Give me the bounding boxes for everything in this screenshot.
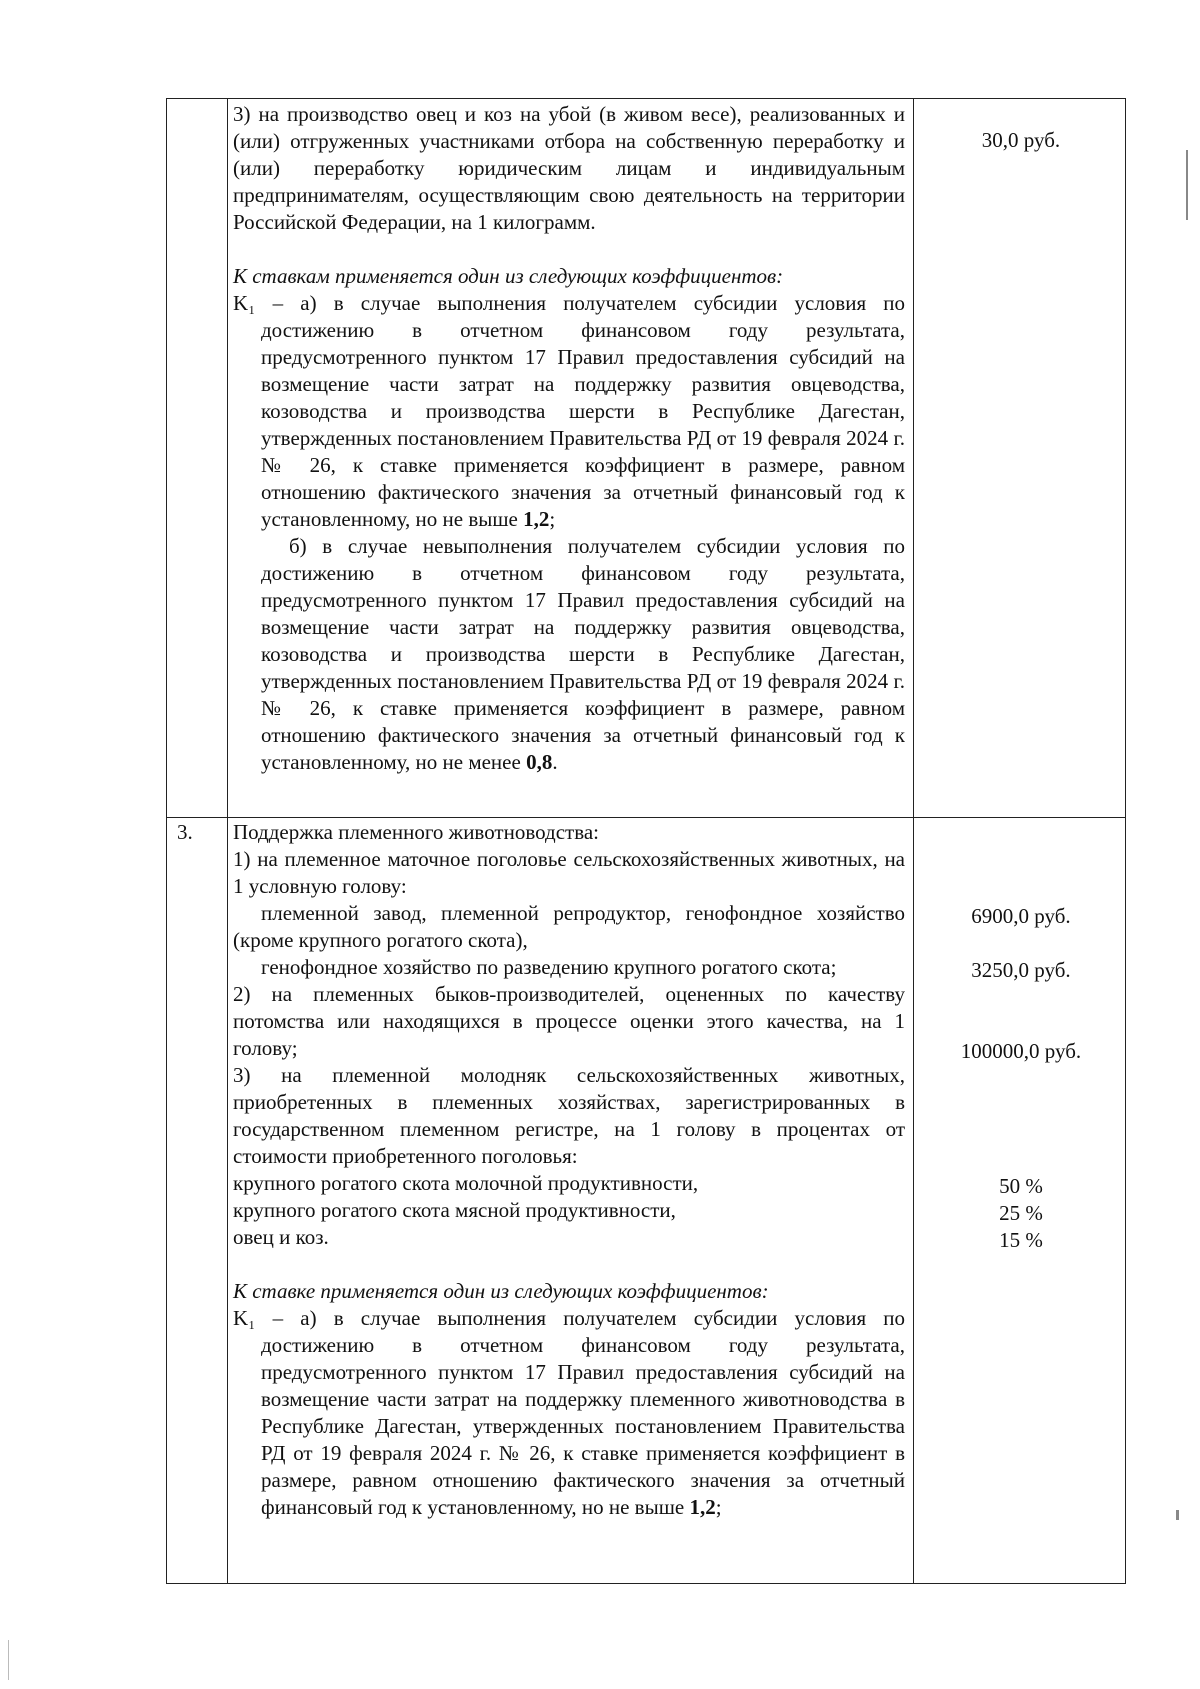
row2-item1b: генофондное хозяйство по разведению крупного рогатого скота; xyxy=(261,955,837,979)
row1-item3-text: 3) на производство овец и коз на убой (в живом весе), реализованных и (или) отгруженных участниками отбора на собственную переработку и (или) переработку юридическим лицам и индивидуальным предпринимателям, осуществляющим свою деятельность на территории Российской Федерации, на 1 килограмм. xyxy=(233,102,905,234)
row2-item1a-value: 6900,0 руб. xyxy=(971,904,1071,928)
row2-k1-label: K₁ – xyxy=(233,1306,301,1330)
row1-coefficient-heading: К ставкам применяется один из следующих коэффициентов: xyxy=(233,264,784,288)
row2-item1a: племенной завод, племенной репродуктор, генофондное хозяйство (кроме крупного рогатого скота), xyxy=(233,901,905,952)
row2-pct-sheep-goats: 15 % xyxy=(999,1228,1043,1252)
row2-item3: 3) на племенной молодняк сельскохозяйственных животных, приобретенных в племенных хозяйствах, зарегистрированных в государственном племенном регистре, на 1 голову в процентах от стоимости приобретенного поголовья: xyxy=(233,1063,905,1168)
row2-k1a: K₁ – а) в случае выполнения получателем субсидии условия по достижению в отчетном финансовом году результата, предусмотренного пунктом 17 Правил предоставления субсидий на возмещение части затрат на поддержку племенного животноводства в Республике Дагестан, утвержденных постановлением Правительства РД от 19 февраля 2024 г. № 26, к ставке применяется коэффициент в размере, равном отношению фактического значения за отчетный финансовый год к установленному, но не выше 1,2; xyxy=(233,1306,905,1519)
column-divider-number xyxy=(227,99,228,1583)
row2-number: 3. xyxy=(177,820,193,844)
row1-k1a: K₁ – а) в случае выполнения получателем субсидии условия по достижению в отчетном финансовом году результата, предусмотренного пунктом 17 Правил предоставления субсидий на возмещение части затрат на поддержку развития овцеводства, козоводства и производства шерсти в Республике Дагестан, утвержденных постановлением Правительства РД от 19 февраля 2024 г. № 26, к ставке применяется коэффициент в размере, равном отношению фактического значения за отчетный финансовый год к установленному, но не выше 1,2; xyxy=(233,291,905,531)
row2-description xyxy=(233,819,905,1521)
scan-artifact xyxy=(1176,1510,1179,1520)
row2-item3b: крупного рогатого скота мясной продуктивности, xyxy=(233,1198,676,1222)
row-divider xyxy=(167,817,1125,818)
column-divider-value xyxy=(913,99,914,1583)
row1-k1-label: K₁ – xyxy=(233,291,301,315)
row2-item2: 2) на племенных быков-производителей, оцененных по качеству потомства или находящихся в процессе оценки этого качества, на 1 голову; xyxy=(233,982,905,1060)
row2-item1b-value: 3250,0 руб. xyxy=(971,958,1071,982)
document-table xyxy=(166,98,1126,1584)
row2-item2-value: 100000,0 руб. xyxy=(960,1039,1082,1063)
row1-description xyxy=(233,101,905,776)
row2-title: Поддержка племенного животноводства: xyxy=(233,820,599,844)
row1-item3-value: 30,0 руб. xyxy=(981,128,1061,152)
row2-coefficient-heading: К ставке применяется один из следующих коэффициентов: xyxy=(233,1279,769,1303)
scan-artifact xyxy=(8,1640,9,1680)
scan-artifact xyxy=(1186,150,1188,220)
row2-pct-dairy: 50 % xyxy=(999,1174,1043,1198)
row2-item3a: крупного рогатого скота молочной продуктивности, xyxy=(233,1171,699,1195)
row1-k1b: б) в случае невыполнения получателем субсидии условия по достижению в отчетном финансовом году результата, предусмотренного пунктом 17 Правил предоставления субсидий на возмещение части затрат на поддержку развития овцеводства, козоводства и производства шерсти в Республике Дагестан, утвержденных постановлением Правительства РД от 19 февраля 2024 г. № 26, к ставке применяется коэффициент в размере, равном отношению фактического значения за отчетный финансовый год к установленному, но не менее 0,8. xyxy=(261,534,905,774)
row2-item1: 1) на племенное маточное поголовье сельскохозяйственных животных, на 1 условную голову: xyxy=(233,847,905,898)
row2-item3c: овец и коз. xyxy=(233,1225,329,1249)
row2-pct-meat: 25 % xyxy=(999,1201,1043,1225)
